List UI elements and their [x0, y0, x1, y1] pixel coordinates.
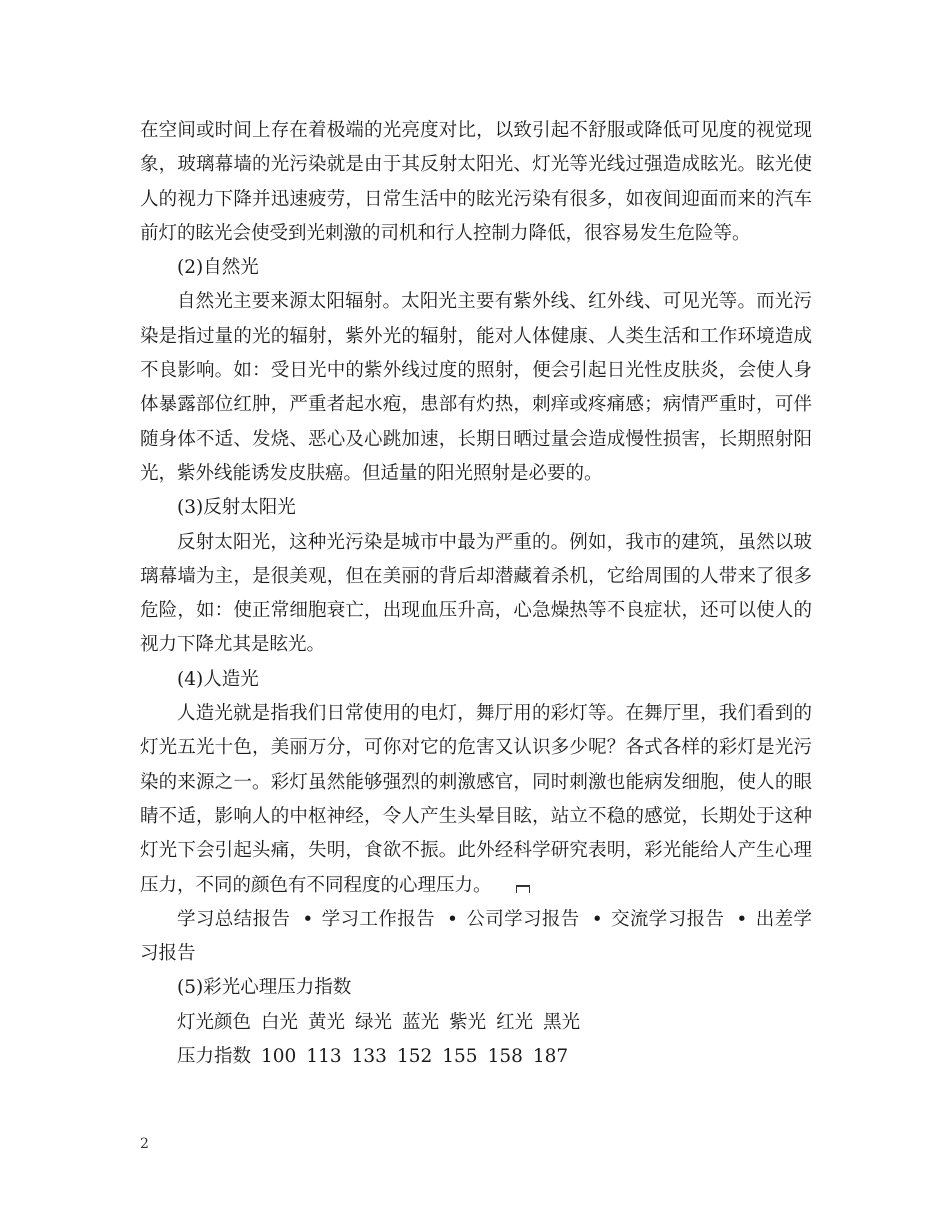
link-separator: •	[447, 908, 458, 930]
heading-natural-light: (2)自然光	[177, 257, 259, 279]
page-number: 2	[140, 1136, 149, 1152]
link-exchange-study-report[interactable]: 交流学习报告	[610, 908, 725, 930]
link-business-trip-study-report[interactable]: 出差学习报告	[140, 908, 812, 965]
paragraph-glare: 在空间或时间上存在着极端的光亮度对比，以致引起不舒服或降低可见度的视觉现象，玻璃幕墙的光污染就是由于其反射太阳光、灯光等光线过强造成眩光。眩光使人的视力下降并迅速疲劳，日常生活中的眩光污染有很多，如夜间迎面而来的汽车前灯的眩光会使受到光刺激的司机和行人控制力降低，很容易发生危险等。	[140, 120, 812, 244]
table-cell: 155	[442, 1046, 478, 1068]
heading-reflected-sunlight: (3)反射太阳光	[177, 497, 296, 519]
paragraph-natural-light: 自然光主要来源太阳辐射。太阳光主要有紫外线、红外线、可见光等。而光污染是指过量的光的辐射，紫外光的辐射，能对人体健康、人类生活和工作环境造成不良影响。如：受日光中的紫外线过度的照射，便会引起日光性皮肤炎，会使人身体暴露部位红肿，严重者起水疱，患部有灼热，刺痒或疼痛感；病情严重时，可伴随身体不适、发烧、恶心及心跳加速，长期日晒过量会造成慢性损害，长期照射阳光，紫外线能诱发皮肤癌。但适量的阳光照射是必要的。	[140, 291, 812, 484]
table-cell: 绿光	[355, 1011, 393, 1033]
link-company-study-report[interactable]: 公司学习报告	[465, 908, 580, 930]
table-cell: 蓝光	[402, 1011, 440, 1033]
table-cell: 158	[487, 1046, 523, 1068]
paragraph-artificial-light	[140, 697, 812, 903]
heading-artificial-light: (4)人造光	[177, 668, 259, 690]
paragraph-artificial-light-text: 人造光就是指我们日常使用的电灯，舞厅用的彩灯等。在舞厅里，我们看到的灯光五光十色，美丽万分，可你对它的危害又认识多少呢？各式各样的彩灯是光污染的来源之一。彩灯虽然能够强烈的刺激感官，同时刺激也能病发细胞，使人的眼睛不适，影响人的中枢神经，令人产生头晕目眩，站立不稳的感觉，长期处于这种灯光下会引起头痛，失明，食欲不振。此外经科学研究表明，彩光能给人产生心理压力，不同的颜色有不同程度的心理压力。	[140, 703, 812, 896]
table-row-indices	[140, 1040, 812, 1074]
table-row-colors	[140, 1006, 812, 1040]
link-study-summary-report[interactable]: 学习总结报告	[177, 908, 291, 930]
table-cell: 113	[306, 1046, 342, 1068]
table-cell: 187	[532, 1046, 569, 1068]
table-row-label: 压力指数	[177, 1046, 252, 1068]
link-separator: •	[302, 908, 314, 930]
paragraph-reflected-sunlight: 反射太阳光，这种光污染是城市中最为严重的。例如，我市的建筑，虽然以玻璃幕墙为主，是很美观，但在美丽的背后却潜藏着杀机，它给周围的人带来了很多危险，如：使正常细胞衰亡，出现血压升高，心急燥热等不良症状，还可以使人的视力下降尤其是眩光。	[140, 531, 812, 656]
table-cell: 黄光	[308, 1011, 346, 1033]
link-study-work-report[interactable]: 学习工作报告	[321, 908, 436, 930]
table-cell: 133	[351, 1046, 387, 1068]
document-body	[140, 114, 812, 1074]
table-cell: 白光	[261, 1011, 299, 1033]
bracket-mark-icon	[516, 885, 530, 893]
link-separator: •	[591, 908, 603, 930]
table-cell: 黑光	[543, 1011, 581, 1033]
table-cell: 红光	[496, 1011, 534, 1033]
link-separator: •	[736, 908, 748, 930]
table-cell: 100	[261, 1046, 297, 1068]
table-cell: 152	[396, 1046, 433, 1068]
heading-color-stress-index: (5)彩光心理压力指数	[177, 977, 352, 999]
table-cell: 紫光	[449, 1011, 487, 1033]
related-links	[140, 903, 812, 972]
table-row-label: 灯光颜色	[177, 1011, 252, 1033]
